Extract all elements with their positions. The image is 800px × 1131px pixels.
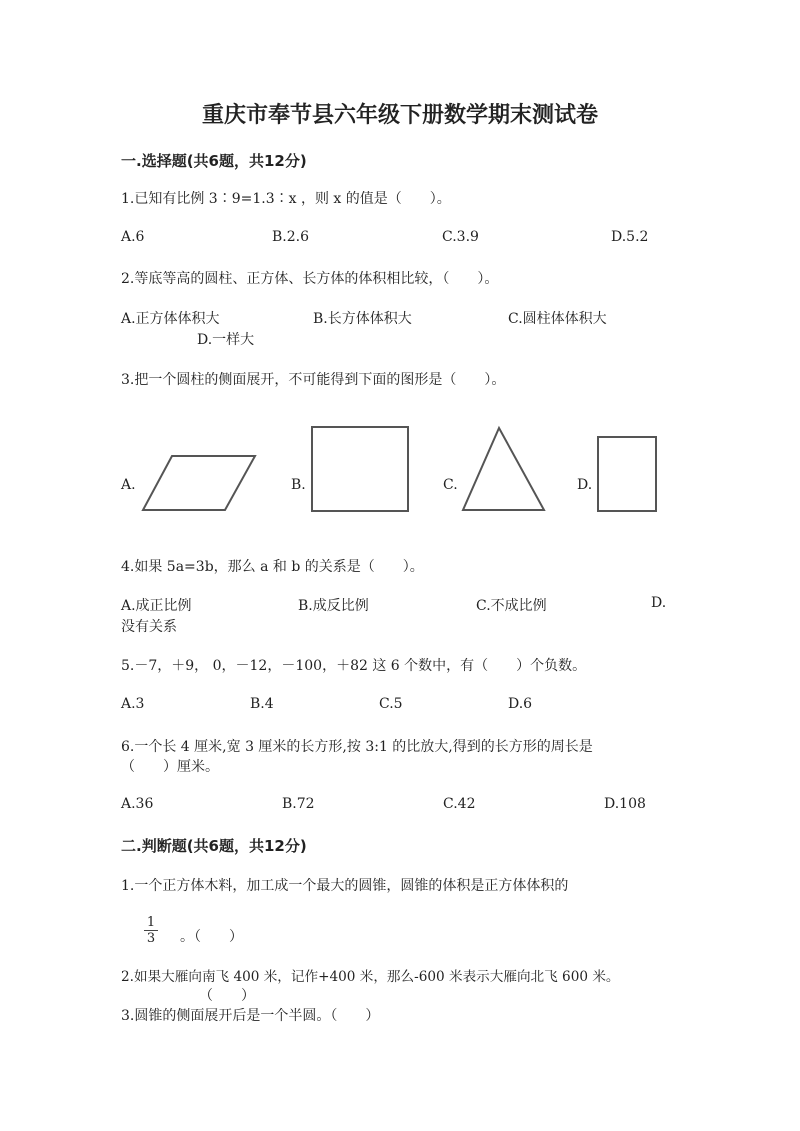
q3-option-b-label[interactable]: B. [291,477,306,493]
judgement-2: 2.如果大雁向南飞 400 米，记作+400 米，那么-600 米表示大雁向北飞 600 米。 [121,969,620,985]
q2-option-c[interactable]: C.圆柱体体积大 [508,311,607,327]
q5-option-a[interactable]: A.3 [121,696,145,712]
q2-option-d[interactable]: D.一样大 [197,332,255,348]
fraction-denominator: 3 [146,931,156,946]
q6-option-c[interactable]: C.42 [443,796,476,812]
fraction-one-third [144,915,158,946]
question-4: 4.如果 5a=3b，那么 a 和 b 的关系是（ ）。 [121,559,424,575]
judgement-1: 1.一个正方体木料，加工成一个最大的圆锥，圆锥的体积是正方体体积的 [121,878,569,894]
judgement-3: 3.圆锥的侧面展开后是一个半圆。（ ） [121,1008,380,1024]
question-2: 2.等底等高的圆柱、正方体、长方体的体积相比较，（ ）。 [121,271,499,287]
q6-option-d[interactable]: D.108 [604,796,646,812]
q6-option-a[interactable]: A.36 [121,796,154,812]
question-3: 3.把一个圆柱的侧面展开，不可能得到下面的图形是（ ）。 [121,372,506,388]
q2-option-b[interactable]: B.长方体体积大 [313,311,412,327]
rectangle-figure [595,434,659,514]
q1-option-c[interactable]: C.3.9 [442,229,479,245]
q5-option-b[interactable]: B.4 [250,696,274,712]
q5-option-c[interactable]: C.5 [379,696,403,712]
fraction-numerator: 1 [144,915,158,931]
q4-option-c[interactable]: C.不成比例 [476,598,547,614]
page-title: 重庆市奉节县六年级下册数学期末测试卷 [201,103,598,128]
q3-option-c-label[interactable]: C. [443,477,458,493]
q1-option-a[interactable]: A.6 [121,229,145,245]
question-6: 6.一个长 4 厘米,宽 3 厘米的长方形,按 3:1 的比放大,得到的长方形的周长是 [121,739,593,755]
q4-option-d-text: 没有关系 [121,619,177,635]
question-6-line2: （ ）厘米。 [121,759,219,775]
q5-option-d[interactable]: D.6 [508,696,533,712]
q4-option-d[interactable]: D. [651,595,667,611]
q4-option-b[interactable]: B.成反比例 [298,598,369,614]
q1-option-d[interactable]: D.5.2 [611,229,649,245]
triangle-figure [459,424,549,514]
section-heading-choice: 一.选择题(共6题，共12分) [121,152,307,170]
judgement-1-blank[interactable]: 。（ ） [180,929,243,945]
q3-option-a-label[interactable]: A. [121,477,136,493]
q6-option-b[interactable]: B.72 [282,796,315,812]
q1-option-b[interactable]: B.2.6 [272,229,310,245]
q3-option-d-label[interactable]: D. [577,477,593,493]
square-figure [310,424,412,514]
q2-option-a[interactable]: A.正方体体积大 [121,311,220,327]
judgement-2-blank[interactable]: （ ） [199,988,255,1004]
section-heading-judgement: 二.判断题(共6题，共12分) [121,837,307,855]
question-5: 5.－7，＋9， 0，－12，－100，＋82 这 6 个数中，有（ ）个负数。 [121,658,587,674]
question-1: 1.已知有比例 3∶9=1.3∶x ，则 x 的值是（ ）。 [121,191,451,207]
q4-option-a[interactable]: A.成正比例 [121,598,192,614]
parallelogram-figure [140,450,260,515]
